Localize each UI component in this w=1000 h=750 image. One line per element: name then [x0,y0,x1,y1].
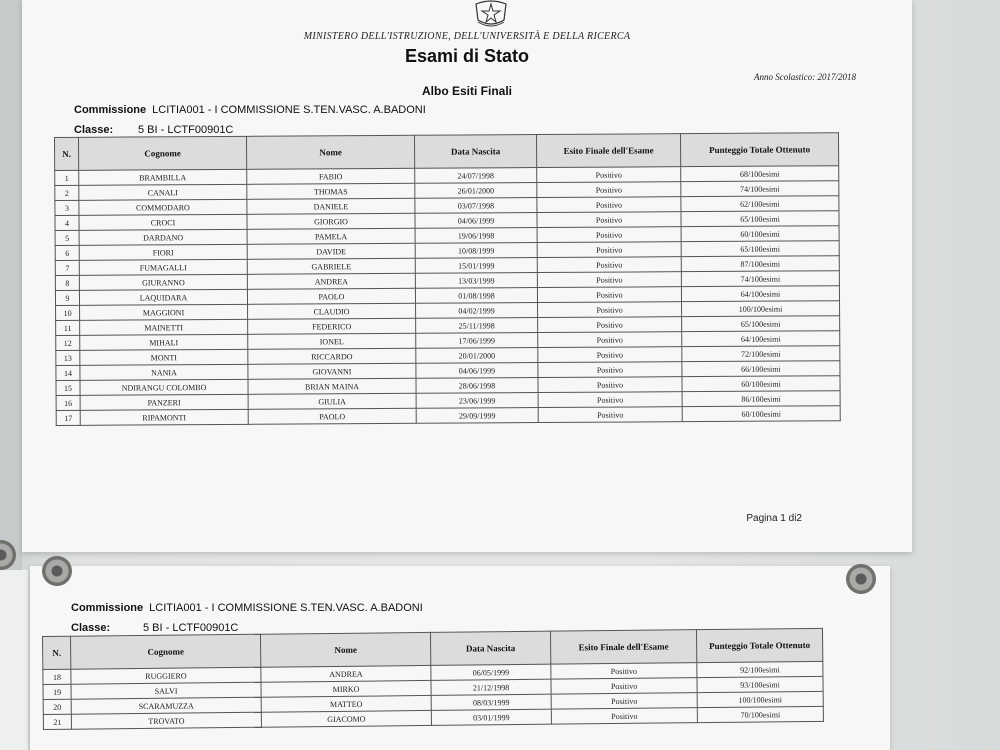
classe-value-2: 5 BI - LCTF00901C [143,622,239,634]
table-cell: 65/100esimi [681,211,839,227]
table-cell: PAMELA [247,228,415,244]
table-cell: 14 [56,365,80,380]
table-cell: 72/100esimi [682,346,840,362]
table-cell: Positivo [538,362,682,378]
table-cell: 18 [43,669,71,684]
table-cell: Positivo [551,663,697,680]
table-cell: 20/01/2000 [416,348,538,364]
table-cell: 68/100esimi [681,166,839,182]
table-cell: RICCARDO [248,348,416,364]
table-cell: 66/100esimi [682,361,840,377]
table-cell: 11 [56,320,80,335]
table-cell: 93/100esimi [697,676,823,692]
table-cell: 7 [55,260,79,275]
table-cell: 06/05/1999 [431,664,551,680]
table-cell: 100/100esimi [682,301,840,317]
table-cell: 19 [43,684,71,699]
classe-line-2 [71,622,238,634]
table-cell: GIULIA [248,393,416,409]
table-cell: 70/100esimi [697,706,823,722]
table-cell: BRIAN MAINA [248,378,416,394]
column-header: Esito Finale dell'Esame [550,630,696,665]
table-cell: MAGGIONI [80,304,248,320]
column-header: Cognome [71,634,261,669]
table-cell: 04/02/1999 [416,303,538,319]
table-cell: 15/01/1999 [415,258,537,274]
table-cell: 21/12/1998 [431,679,551,695]
table-cell: CROCI [79,214,247,230]
commissione-value: LCITIA001 - I COMMISSIONE S.TEN.VASC. A.BADONI [152,104,426,116]
table-cell: Positivo [537,272,681,288]
table-cell: 13/03/1999 [415,273,537,289]
table-cell: DAVIDE [247,243,415,259]
table-cell: 28/06/1998 [416,378,538,394]
table-cell: 9 [55,290,79,305]
table-cell: Positivo [537,257,681,273]
column-header: Cognome [79,136,247,170]
adjacent-sheet-lower [0,570,28,750]
table-cell: Positivo [551,693,697,710]
table-cell: Positivo [537,212,681,228]
table-cell: Positivo [538,347,682,363]
table-cell: ANDREA [261,665,431,682]
table-cell: SCARAMUZZA [71,697,261,714]
table-cell: Positivo [538,302,682,318]
table-cell: 25/11/1998 [416,318,538,334]
column-header: Punteggio Totale Ottenuto [696,628,822,662]
classe-label: Classe: [74,124,114,136]
table-cell: Positivo [537,227,681,243]
table-cell: 6 [55,245,79,260]
table-cell: Positivo [538,332,682,348]
table-cell: Positivo [538,407,682,423]
table-cell: 65/100esimi [681,241,839,257]
table-cell: Positivo [551,678,697,695]
table-cell: 65/100esimi [682,316,840,332]
table-cell: 17/06/1999 [416,333,538,349]
table-cell: 60/100esimi [682,406,840,422]
table-cell: RIPAMONTI [80,409,248,425]
table-cell: 64/100esimi [682,331,840,347]
table-cell: TROVATO [71,712,261,729]
results-table-1 [54,132,841,426]
results-table-2 [42,628,824,730]
table-cell: SALVI [71,682,261,699]
table-cell: Positivo [537,182,681,198]
table-cell: 20 [43,699,71,714]
classe-line [74,124,233,136]
table-cell: 5 [55,230,79,245]
table-cell: 10 [56,305,80,320]
school-year: Anno Scolastico: 2017/2018 [754,72,856,82]
table-cell: ANDREA [247,273,415,289]
table-cell: MONTI [80,349,248,365]
table-cell: FIORI [79,244,247,260]
commissione-line [74,104,426,116]
table-cell: FEDERICO [248,318,416,334]
table-cell: 21 [43,714,71,729]
column-header: Nome [260,632,430,667]
table-cell: 16 [56,395,80,410]
table-cell: 04/06/1999 [415,213,537,229]
classe-label-2: Classe: [71,622,111,634]
grommet-icon [846,564,876,594]
table-cell: 74/100esimi [681,181,839,197]
table-cell: 62/100esimi [681,196,839,212]
table-cell: 8 [55,275,79,290]
table-cell: COMMODARO [79,199,247,215]
table-cell: CLAUDIO [248,303,416,319]
table-cell: GABRIELE [247,258,415,274]
table-cell: 29/09/1999 [416,408,538,424]
table-cell: Positivo [538,317,682,333]
table-cell: GIACOMO [261,710,431,727]
table-cell: 01/08/1998 [415,288,537,304]
commissione-label-2: Commissione [71,602,144,614]
table-cell: 4 [55,215,79,230]
table-cell: PAOLO [248,408,416,424]
table-cell: MIHALI [80,334,248,350]
table-cell: THOMAS [247,183,415,199]
table-cell: NDIRANGU COLOMBO [80,379,248,395]
table-cell: 03/07/1998 [415,198,537,214]
column-header: N. [55,137,79,170]
table-cell: CANALI [79,184,247,200]
table-cell: FABIO [247,168,415,184]
republic-emblem-icon [470,0,512,28]
table-cell: Positivo [537,167,681,183]
table-cell: MIRKO [261,680,431,697]
table-cell: Positivo [537,242,681,258]
table-cell: BRAMBILLA [79,169,247,185]
table-cell: 26/01/2000 [415,183,537,199]
table-cell: 87/100esimi [681,256,839,272]
table-header-row [55,133,839,171]
table-cell: FUMAGALLI [79,259,247,275]
page-number: Pagina 1 di2 [746,513,802,524]
table-cell: 12 [56,335,80,350]
classe-value: 5 BI - LCTF00901C [138,124,234,136]
table-cell: Positivo [537,197,681,213]
table-cell: 13 [56,350,80,365]
table-cell: Positivo [537,287,681,303]
table-cell: DANIELE [247,198,415,214]
table-cell: 24/07/1998 [415,168,537,184]
column-header: Esito Finale dell'Esame [536,134,680,168]
commissione-label: Commissione [74,104,147,116]
table-cell: 03/01/1999 [431,709,551,725]
table-cell: PAOLO [247,288,415,304]
table-cell: Positivo [538,392,682,408]
page-title: Esami di Stato [404,46,530,66]
table-cell: Positivo [538,377,682,393]
table-cell: 17 [56,410,80,425]
table-cell: PANZERI [80,394,248,410]
column-header: Data Nascita [430,631,550,665]
table-cell: Positivo [551,708,697,725]
table-cell: GIORGIO [247,213,415,229]
table-cell: IONEL [248,333,416,349]
column-header: Punteggio Totale Ottenuto [680,133,838,167]
table-cell: 60/100esimi [681,226,839,242]
grommet-icon [42,556,72,586]
table-cell: 2 [55,185,79,200]
table-cell: 08/03/1999 [431,694,551,710]
table-cell: 1 [55,170,79,185]
table-cell: 23/06/1999 [416,393,538,409]
commissione-value-2: LCITIA001 - I COMMISSIONE S.TEN.VASC. A.BADONI [149,602,423,614]
table-cell: MAINETTI [80,319,248,335]
table-cell: 19/06/1998 [415,228,537,244]
table-cell: GIURANNO [79,274,247,290]
table-cell: RUGGIERO [71,667,261,684]
table-cell: GIOVANNI [248,363,416,379]
table-cell: 10/08/1999 [415,243,537,259]
table-cell: 92/100esimi [697,661,823,677]
table-cell: 64/100esimi [681,286,839,302]
commissione-line-2 [71,602,423,614]
table-cell: 74/100esimi [681,271,839,287]
column-header: Data Nascita [414,135,536,169]
table-cell: 3 [55,200,79,215]
table-cell: MATTEO [261,695,431,712]
table-cell: 04/06/1999 [416,363,538,379]
table-cell: LAQUIDARA [79,289,247,305]
table-cell: 60/100esimi [682,376,840,392]
table-cell: NANIA [80,364,248,380]
column-header: Nome [246,135,414,169]
table-cell: DARDANO [79,229,247,245]
table-cell: 86/100esimi [682,391,840,407]
column-header: N. [43,636,71,669]
page-subtitle: Albo Esiti Finali [421,84,512,98]
ministry-heading: MINISTERO DELL'ISTRUZIONE, DELL'UNIVERSITÀ E DELLA RICERCA [303,31,631,42]
table-cell: 100/100esimi [697,691,823,707]
table-cell: 15 [56,380,80,395]
